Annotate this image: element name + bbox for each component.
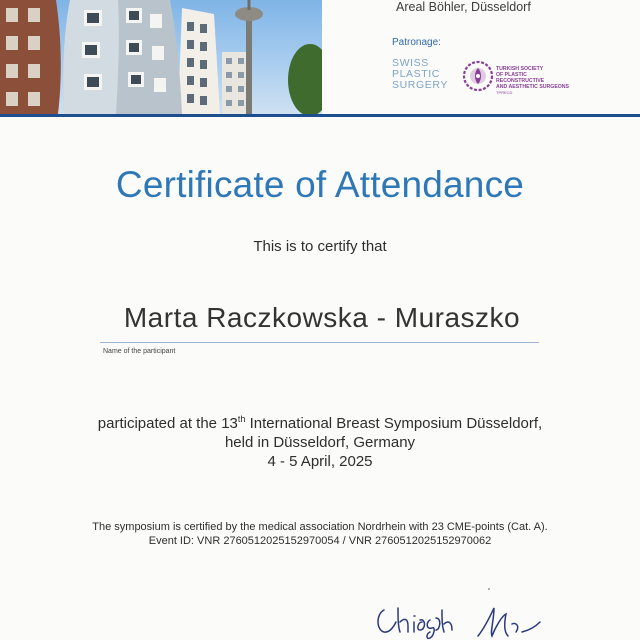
participant-name: Marta Raczkowska - Muraszko	[123, 302, 521, 333]
ordinal-suffix: th	[237, 414, 246, 424]
event-name: International Breast Symposium Düsseldorf,	[245, 415, 543, 432]
signatures-image	[370, 596, 570, 640]
swiss-logo-line: SURGERY	[392, 79, 448, 91]
turkish-society-text	[496, 66, 576, 96]
turkish-logo-line: OF PLASTIC RECONSTRUCTIVE	[496, 72, 545, 84]
paper-speck	[488, 588, 490, 590]
participation-prefix: participated at the 13	[97, 415, 238, 432]
venue-text: Areal Böhler, Düsseldorf	[396, 0, 531, 14]
certify-intro: This is to certify that	[253, 238, 387, 255]
certificate-title: Certificate of Attendance	[115, 164, 525, 205]
event-id-line: Event ID: VNR 2760512025152970054 / VNR 2760512025152970062	[148, 535, 492, 547]
turkish-logo-line: TURKISH SOCIETY	[496, 66, 544, 72]
cme-certification-line: The symposium is certified by the medical association Nordrhein with 23 CME-points (Cat. A).	[92, 521, 548, 533]
participant-name-line	[100, 342, 539, 343]
patronage-label: Patronage:	[392, 37, 441, 48]
turkish-society-logo	[462, 60, 572, 94]
accreditation-statement	[0, 520, 640, 548]
participation-statement	[0, 414, 640, 471]
header-rule	[0, 114, 640, 117]
swiss-logo-line: SWISS	[392, 57, 429, 69]
participant-caption: Name of the participant	[103, 348, 176, 355]
turkish-society-emblem-icon	[462, 60, 494, 92]
participation-line-event	[0, 414, 640, 433]
turkish-logo-abbreviation: TPRECD	[496, 90, 513, 95]
event-location: held in Düsseldorf, Germany	[224, 434, 416, 451]
swiss-logo-line: PLASTIC	[392, 68, 440, 80]
event-dates: 4 - 5 April, 2025	[267, 453, 373, 470]
swiss-plastic-surgery-logo	[392, 58, 456, 91]
header-city-photo	[0, 0, 322, 114]
turkish-logo-line: AND AESTHETIC SURGEONS	[496, 84, 570, 90]
